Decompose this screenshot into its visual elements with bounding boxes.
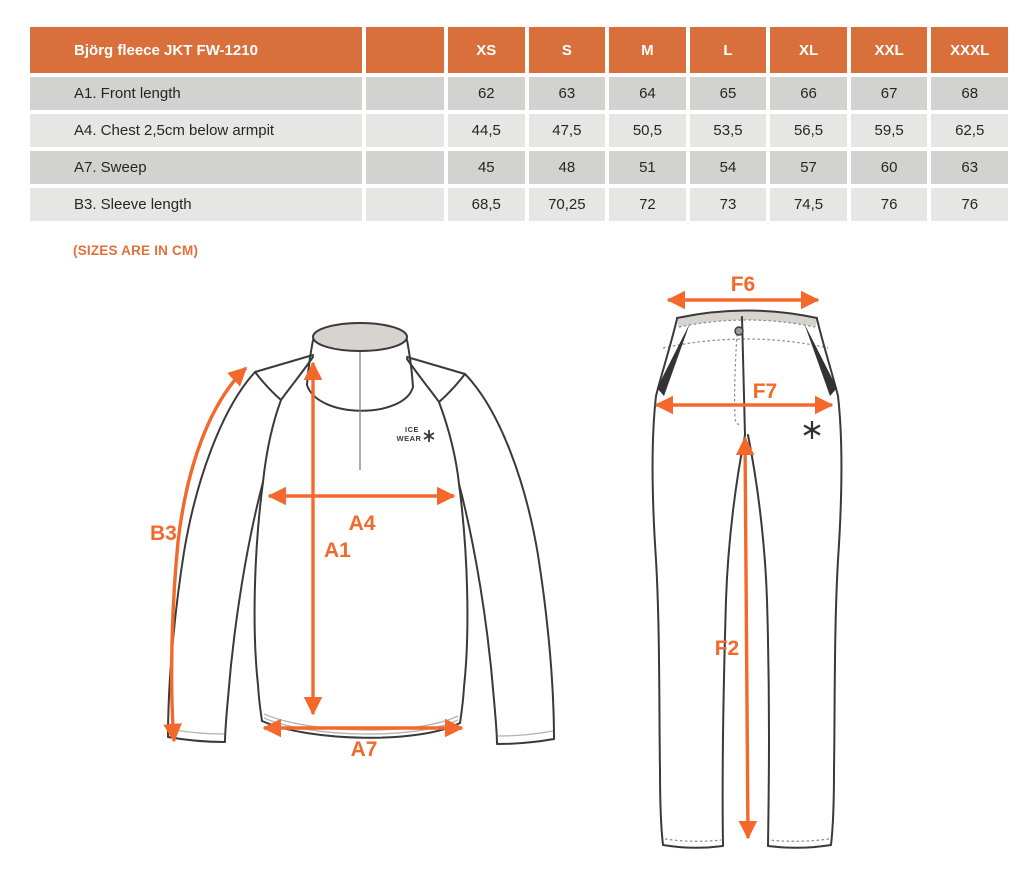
value-cell: 57 <box>770 151 847 184</box>
size-header-s: S <box>529 27 606 73</box>
value-cell: 48 <box>529 151 606 184</box>
size-header-xxl: XXL <box>851 27 928 73</box>
value-cell: 74,5 <box>770 188 847 221</box>
jacket-collar-opening <box>313 323 407 351</box>
spacer-header-cell <box>366 27 444 73</box>
value-cell: 72 <box>609 188 686 221</box>
value-cell: 51 <box>609 151 686 184</box>
value-cell: 63 <box>529 77 606 110</box>
icewear-logo <box>397 425 434 443</box>
value-cell: 64 <box>609 77 686 110</box>
value-cell: 63 <box>931 151 1008 184</box>
size-header-xxxl: XXXL <box>931 27 1008 73</box>
logo-text-line2: WEAR <box>396 434 422 443</box>
value-cell: 76 <box>851 188 928 221</box>
spacer-cell <box>366 188 444 221</box>
size-table <box>30 27 1008 221</box>
a7-label: A7 <box>350 738 378 761</box>
value-cell: 73 <box>690 188 767 221</box>
value-cell: 56,5 <box>770 114 847 147</box>
pants-waistband <box>677 311 817 328</box>
f7-label: F7 <box>752 380 778 403</box>
row-label-chest: A4. Chest 2,5cm below armpit <box>30 114 362 147</box>
value-cell: 70,25 <box>529 188 606 221</box>
row-label-sweep: A7. Sweep <box>30 151 362 184</box>
spacer-cell <box>366 114 444 147</box>
f2-label: F2 <box>714 637 740 660</box>
b3-label: B3 <box>150 522 177 545</box>
value-cell: 67 <box>851 77 928 110</box>
row-label-front-length: A1. Front length <box>30 77 362 110</box>
f2-inseam-arrow <box>745 438 748 838</box>
size-header-l: L <box>690 27 767 73</box>
pants-diagram <box>615 270 895 870</box>
pants-button <box>735 327 743 335</box>
size-header-xl: XL <box>770 27 847 73</box>
value-cell: 65 <box>690 77 767 110</box>
value-cell: 68 <box>931 77 1008 110</box>
jacket-sleeves-outline <box>168 372 554 744</box>
pants-fly-stitch <box>735 334 741 424</box>
value-cell: 47,5 <box>529 114 606 147</box>
f6-label: F6 <box>730 273 756 296</box>
a4-label: A4 <box>348 512 376 535</box>
value-cell: 59,5 <box>851 114 928 147</box>
table-title: Björg fleece JKT FW-1210 <box>30 27 362 73</box>
units-note: (SIZES ARE IN CM) <box>73 243 199 258</box>
value-cell: 62 <box>448 77 525 110</box>
snowflake-icon <box>424 430 434 442</box>
value-cell: 60 <box>851 151 928 184</box>
size-header-xs: XS <box>448 27 525 73</box>
a1-label: A1 <box>324 539 351 562</box>
value-cell: 44,5 <box>448 114 525 147</box>
pants-hem-stitch <box>665 839 829 841</box>
value-cell: 50,5 <box>609 114 686 147</box>
value-cell: 54 <box>690 151 767 184</box>
jacket-diagram <box>140 300 560 780</box>
value-cell: 53,5 <box>690 114 767 147</box>
logo-text-line1: ICE <box>404 425 420 434</box>
snowflake-icon <box>804 421 820 439</box>
value-cell: 68,5 <box>448 188 525 221</box>
value-cell: 62,5 <box>931 114 1008 147</box>
row-label-sleeve-length: B3. Sleeve length <box>30 188 362 221</box>
spacer-cell <box>366 77 444 110</box>
spacer-cell <box>366 151 444 184</box>
value-cell: 76 <box>931 188 1008 221</box>
value-cell: 45 <box>448 151 525 184</box>
value-cell: 66 <box>770 77 847 110</box>
size-header-m: M <box>609 27 686 73</box>
